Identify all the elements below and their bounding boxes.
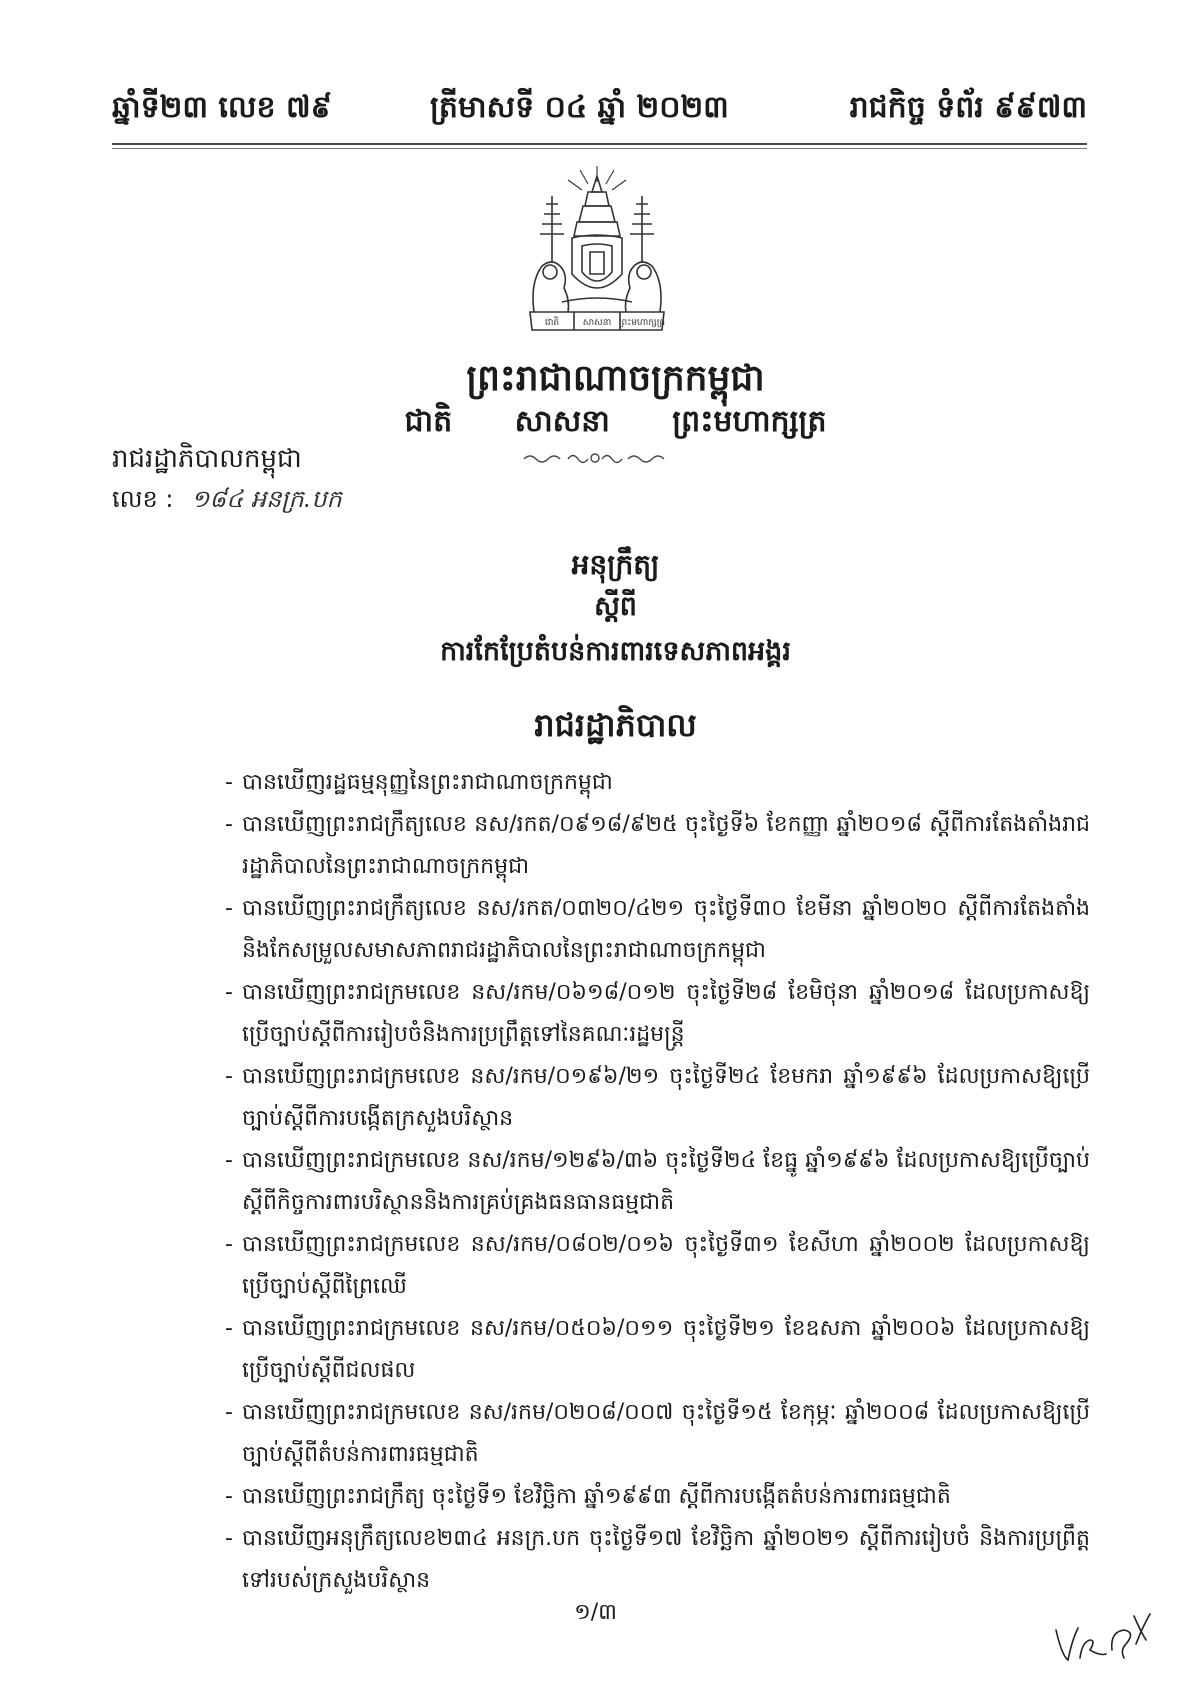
- gazette-page: រាជកិច្ច ទំព័រ ៩៩៧៣: [849, 90, 1087, 125]
- emblem-caption-king: ព្រះមហាក្សត្រ: [618, 318, 666, 328]
- list-item: - បានឃើញព្រះរាជក្រមលេខ នស/រកម/០១៩៦/២១ ចុះថ្ងៃទី២៤ ខែមករា ឆ្នាំ១៩៩៦ ដែលប្រកាសឱ្យប្រើច្បាប់ស្តីពីការបង្កើតក្រសួងបរិស្ថាន: [240, 1056, 1090, 1140]
- motto-religion: សាសនា: [514, 404, 610, 439]
- issuing-government: រាជរដ្ឋាភិបាលកម្ពុជា: [112, 444, 302, 474]
- emblem-caption-religion: សាសនា: [582, 318, 612, 328]
- list-item: - បានឃើញព្រះរាជក្រឹត្យលេខ នស/រកត/០៩១៨/៩២៥ ចុះថ្ងៃទី៦ ខែកញ្ញា ឆ្នាំ២០១៨ ស្តីពីការតែងតាំងរាជរដ្ឋាភិបាលនៃព្រះរាជាណាចក្រកម្ពុជា: [240, 804, 1090, 888]
- ornament-divider-icon: [520, 450, 670, 466]
- list-item: - បានឃើញព្រះរាជក្រមលេខ នស/រកម/០៥០៦/០១១ ចុះថ្ងៃទី២១ ខែឧសភា ឆ្នាំ២០០៦ ដែលប្រកាសឱ្យប្រើច្បាប់ស្តីពីជលផល: [240, 1308, 1090, 1392]
- considerations-list: [240, 762, 1090, 1602]
- royal-arms-emblem-icon: [512, 162, 682, 344]
- list-item: - បានឃើញរដ្ឋធម្មនុញ្ញនៃព្រះរាជាណាចក្រកម្ពុជា: [240, 762, 1090, 804]
- document-subject: ការកែប្រែតំបន់ការពារទេសភាពអង្គរ: [440, 636, 791, 667]
- kingdom-name: ព្រះរាជាណាចក្រកម្ពុជា: [466, 358, 765, 399]
- reference-value: ១៨៤ អនក្រ.បក: [191, 485, 342, 513]
- document-type: អនុក្រឹត្យ: [571, 548, 660, 581]
- gazette-quarter: ត្រីមាសទី ០៤ ឆ្នាំ ២០២៣: [430, 90, 729, 125]
- gazette-year-issue: ឆ្នាំទី២៣ លេខ ៧៩: [112, 90, 332, 125]
- national-motto: [0, 402, 1191, 446]
- motto-nation: ជាតិ: [404, 404, 453, 439]
- section-heading: រាជរដ្ឋាភិបាល: [534, 706, 697, 744]
- reference-number: [112, 484, 342, 519]
- list-item: - បានឃើញព្រះរាជក្រមលេខ នស/រកម/០២០៨/០០៧ ចុះថ្ងៃទី១៥ ខែកុម្ភៈ ឆ្នាំ២០០៨ ដែលប្រកាសឱ្យប្រើច្បាប់ស្តីពីតំបន់ការពារធម្មជាតិ: [240, 1392, 1090, 1476]
- emblem-caption-nation: ជាតិ: [544, 318, 560, 328]
- list-item: - បានឃើញព្រះរាជក្រឹត្យលេខ នស/រកត/០៣២០/៤២១ ចុះថ្ងៃទី៣០ ខែមីនា ឆ្នាំ២០២០ ស្តីពីការតែងតាំងនិងកែសម្រួលសមាសភាពរាជរដ្ឋាភិបាលនៃព្រះរាជាណាចក្រកម្ពុជា: [240, 888, 1090, 972]
- reference-label: លេខ :: [112, 485, 174, 513]
- signature-initials-icon: [1050, 1610, 1165, 1665]
- header-rule-thin: [112, 148, 1087, 149]
- list-item: - បានឃើញព្រះរាជក្រមលេខ នស/រកម/០៨០២/០១៦ ចុះថ្ងៃទី៣១ ខែសីហា ឆ្នាំ២០០២ ដែលប្រកាសឱ្យប្រើច្បាប់ស្តីពីព្រៃឈើ: [240, 1224, 1090, 1308]
- title-about: ស្ដីពី: [594, 591, 637, 622]
- list-item: - បានឃើញអនុក្រឹត្យលេខ២៣៤ អនក្រ.បក ចុះថ្ងៃទី១៧ ខែវិច្ឆិកា ឆ្នាំ២០២១ ស្តីពីការរៀបចំ និងការប្រព្រឹត្តទៅរបស់ក្រសួងបរិស្ថាន: [240, 1518, 1090, 1602]
- list-item: - បានឃើញព្រះរាជក្រឹត្យ ចុះថ្ងៃទី១ ខែវិច្ឆិកា ឆ្នាំ១៩៩៣ ស្តីពីការបង្កើតតំបន់ការពារធម្មជាតិ: [240, 1476, 1090, 1518]
- header-rule: [112, 143, 1087, 145]
- list-item: - បានឃើញព្រះរាជក្រមលេខ នស/រកម/០៦១៨/០១២ ចុះថ្ងៃទី២៨ ខែមិថុនា ឆ្នាំ២០១៨ ដែលប្រកាសឱ្យប្រើច្បាប់ស្តីពីការរៀបចំនិងការប្រព្រឹត្តទៅនៃគណៈរដ្ឋមន្ត្រី: [240, 972, 1090, 1056]
- motto-king: ព្រះមហាក្សត្រ: [672, 404, 827, 439]
- page-number: ១/៣: [574, 1600, 617, 1625]
- list-item: - បានឃើញព្រះរាជក្រមលេខ នស/រកម/១២៩៦/៣៦ ចុះថ្ងៃទី២៤ ខែធ្នូ ឆ្នាំ១៩៩៦ ដែលប្រកាសឱ្យប្រើច្បាប់ស្តីពីកិច្ចការពារបរិស្ថាននិងការគ្រប់គ្រងធនធានធម្មជាតិ: [240, 1140, 1090, 1224]
